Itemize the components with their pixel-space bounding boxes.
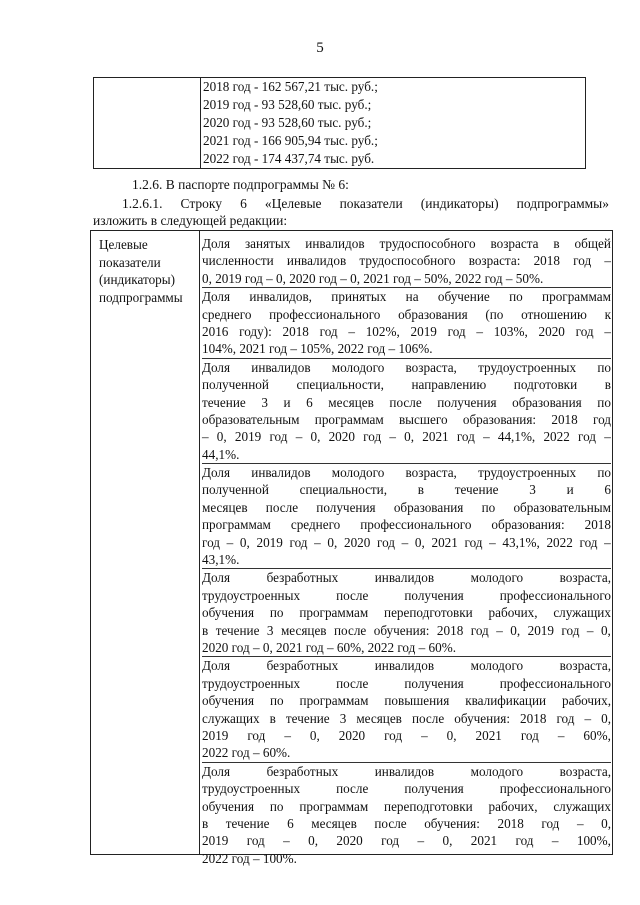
word: –: [314, 534, 321, 550]
word: молодого: [470, 763, 524, 779]
word: получения: [316, 499, 376, 515]
header-line: Целевые: [99, 237, 148, 252]
word: 2019: [202, 727, 229, 743]
word: образования:: [462, 411, 537, 427]
word: служащих: [553, 798, 611, 814]
word: 0,: [327, 534, 338, 550]
word: квалификации: [465, 693, 547, 709]
word: отношению: [521, 306, 587, 322]
word: –: [584, 710, 592, 726]
indicator-line: [202, 394, 611, 411]
word: –: [348, 323, 355, 339]
header-line: показатели: [99, 254, 161, 270]
indicator-line: 104%, 2021 год – 105%, 2022 год – 106%.: [202, 341, 433, 357]
word: –: [389, 429, 396, 445]
word: инвалидов: [305, 236, 365, 251]
word: инвалидов: [251, 465, 311, 481]
indicator-line: [202, 692, 611, 709]
indicators-content-cell: [202, 235, 611, 867]
word: год: [573, 253, 592, 269]
word: 102%,: [365, 323, 400, 339]
word: служащих: [553, 605, 611, 621]
word: в: [604, 377, 611, 393]
word: по: [269, 693, 284, 709]
word: возраста: [490, 236, 539, 251]
indicator-line: [202, 323, 611, 340]
header-line: (индикаторы): [99, 272, 176, 288]
word: 2018: [497, 815, 524, 831]
word: 2018: [436, 622, 464, 638]
word: обучения: [202, 605, 255, 621]
word: образования:: [491, 517, 565, 533]
word: месяцев: [280, 622, 327, 638]
word: программам: [299, 605, 369, 621]
indicator-entry: [202, 569, 611, 657]
word: на: [405, 289, 419, 305]
word: 60%,: [583, 727, 611, 743]
word: по: [597, 359, 611, 375]
word: 2019: [202, 833, 229, 849]
word: месяцев: [311, 815, 357, 831]
word: специальности,: [299, 482, 388, 498]
word: 3: [339, 710, 347, 726]
word: 2018: [551, 411, 578, 427]
indicator-line: [202, 534, 611, 551]
word: 100%,: [576, 833, 611, 849]
word: профессионального: [499, 781, 611, 797]
word: 2021: [431, 534, 458, 550]
word: 0,: [446, 727, 457, 743]
word: возраста,: [405, 465, 457, 481]
word: 0,: [601, 710, 611, 726]
word: инвалидов: [374, 763, 435, 779]
word: –: [421, 727, 428, 743]
funding-table: [93, 77, 586, 169]
word: обучения: [202, 798, 255, 814]
word: (по: [485, 306, 504, 322]
word: год: [561, 622, 580, 638]
word: инвалидов: [251, 359, 311, 375]
word: –: [604, 323, 611, 339]
word: год: [319, 323, 338, 339]
word: 2019: [256, 534, 283, 550]
word: месяцев: [356, 710, 402, 726]
indicator-entry: [202, 763, 611, 867]
indicator-line: [202, 763, 611, 780]
word: 3: [266, 622, 274, 638]
word: после: [374, 815, 407, 831]
word: среднего: [290, 517, 341, 533]
word: 0,: [414, 534, 425, 550]
word: год: [363, 429, 382, 445]
indicator-entry: [202, 359, 611, 464]
word: –: [417, 833, 425, 849]
word: 0,: [404, 429, 415, 445]
word: –: [401, 534, 409, 550]
funding-line: 2021 год - 166 905,94 тыс. руб.;: [203, 133, 378, 148]
word: безработных: [266, 763, 339, 779]
indicator-line: [202, 411, 611, 428]
word: течение: [454, 482, 499, 498]
word: год: [247, 727, 266, 743]
word: –: [284, 727, 291, 743]
indicator-line: [202, 780, 611, 797]
word: 2021: [475, 727, 502, 743]
word: 2021: [422, 429, 449, 445]
word: обучения:: [454, 710, 510, 726]
word: течение: [215, 622, 260, 638]
word: 2020: [328, 429, 355, 445]
word: 103%,: [493, 323, 528, 339]
word: год: [246, 833, 265, 849]
word: образования: [512, 394, 582, 410]
word: по: [597, 465, 611, 481]
indicator-line: [202, 516, 611, 533]
word: 6: [287, 815, 294, 831]
word: общей: [574, 236, 611, 251]
word: программам: [299, 693, 369, 709]
word: год: [579, 534, 598, 550]
word: программам: [542, 289, 611, 305]
word: трудоустроенных: [202, 587, 301, 603]
word: по: [509, 289, 523, 305]
word: 0,: [308, 833, 318, 849]
word: безработных: [266, 658, 339, 674]
indicator-line: [202, 832, 611, 849]
word: трудоустроенных: [202, 675, 301, 691]
word: служащих: [202, 710, 260, 726]
indicator-line: 44,1%.: [202, 446, 240, 462]
word: молодого: [331, 359, 385, 375]
word: 2019: [410, 323, 437, 339]
indicator-line: 2022 год – 60%.: [202, 745, 291, 761]
word: год: [541, 815, 560, 831]
word: год: [578, 429, 597, 445]
word: 2021: [470, 833, 498, 849]
word: молодого: [331, 465, 385, 481]
word: по: [269, 798, 284, 814]
word: после: [336, 781, 369, 797]
indicator-entry: [202, 657, 611, 762]
word: –: [586, 622, 594, 638]
word: 0,: [309, 727, 320, 743]
paragraph-1-2-6: 1.2.6. В паспорте подпрограммы № 6:: [132, 177, 349, 192]
word: образования: [393, 499, 464, 515]
word: образования: [398, 306, 468, 322]
word: 2018: [282, 323, 309, 339]
word: переподготовки: [384, 605, 473, 621]
funding-line: 2019 год - 93 528,60 тыс. руб.;: [203, 97, 372, 112]
indicator-line: 2020 год – 0, 2021 год – 60%, 2022 год – 60%.: [202, 639, 457, 655]
indicator-line: [202, 604, 611, 621]
word: обучения:: [424, 815, 480, 831]
indicator-line: [202, 815, 611, 832]
word: –: [604, 253, 611, 269]
word: в: [269, 710, 276, 726]
word: год: [269, 429, 288, 445]
word: трудоустроенных: [202, 781, 301, 797]
word: по: [481, 499, 496, 515]
word: 2018: [533, 253, 560, 269]
indicators-table: [90, 230, 613, 866]
word: году):: [239, 323, 272, 339]
word: 0,: [239, 534, 250, 550]
word: полученной: [202, 377, 269, 393]
word: к: [604, 306, 611, 322]
word: инвалидов: [286, 253, 347, 269]
word: в: [202, 622, 209, 638]
indicator-entry: [202, 235, 611, 288]
word: год: [575, 323, 594, 339]
word: «Целевые: [264, 196, 322, 211]
word: трудоустроенных: [478, 359, 577, 375]
table-column-divider: [199, 231, 200, 854]
word: трудоустроенных: [478, 465, 577, 481]
word: получения: [437, 394, 497, 410]
word: год: [464, 534, 483, 550]
indicator-line: [202, 569, 611, 586]
word: профессионального: [269, 306, 381, 322]
indicator-line: 2022 год – 100%.: [202, 850, 297, 866]
word: (индикаторы): [420, 196, 499, 211]
word: полученной: [202, 482, 269, 498]
word: инвалидов: [374, 658, 435, 674]
word: получения: [404, 675, 464, 691]
indicator-line: [202, 587, 611, 604]
word: –: [283, 833, 290, 849]
indicator-line: [202, 359, 611, 376]
word: Доля: [202, 289, 231, 305]
word: 0,: [600, 622, 611, 638]
word: профессионального: [499, 675, 611, 691]
word: 2020: [538, 323, 565, 339]
word: 2020: [336, 833, 363, 849]
word: 2019: [234, 429, 262, 445]
word: инвалидов: [374, 570, 435, 586]
word: в: [202, 815, 209, 831]
indicator-line: [202, 288, 611, 305]
word: рабочих,: [562, 693, 611, 709]
word: Доля: [202, 465, 231, 481]
word: профессионального: [499, 587, 611, 603]
word: 2016: [202, 323, 229, 339]
word: среднего: [202, 306, 252, 322]
paragraph-1-2-6-1: [122, 196, 609, 212]
word: после: [389, 394, 422, 410]
word: –: [476, 323, 483, 339]
word: –: [557, 727, 565, 743]
word: течение: [202, 394, 246, 410]
word: принятых: [331, 289, 387, 305]
word: год: [520, 727, 539, 743]
word: после: [336, 587, 369, 603]
word: 0,: [601, 815, 611, 831]
word: направлению: [411, 377, 487, 393]
word: –: [489, 534, 496, 550]
funding-line: 2020 год - 93 528,60 тыс. руб.;: [203, 115, 372, 130]
word: 2018: [584, 517, 611, 533]
indicator-line: [202, 675, 611, 692]
word: и: [283, 394, 291, 410]
word: Доля: [202, 570, 231, 586]
word: трудоспособного: [379, 236, 476, 251]
word: высшего: [398, 411, 448, 427]
word: месяцев: [328, 394, 374, 410]
word: численности: [202, 253, 274, 269]
word: рабочих,: [488, 605, 538, 621]
word: Доля: [202, 763, 231, 779]
word: возраста:: [468, 253, 521, 269]
word: безработных: [266, 570, 339, 586]
word: после: [336, 675, 369, 691]
word: обучения:: [373, 622, 430, 638]
word: год: [384, 727, 403, 743]
word: образовательным: [202, 411, 300, 427]
word: 3: [261, 394, 268, 410]
funding-line: 2022 год - 174 437,74 тыс. руб.: [203, 151, 375, 166]
word: 6: [604, 482, 611, 498]
indicator-line: [202, 710, 611, 727]
word: возраста,: [559, 570, 611, 586]
word: после: [411, 710, 445, 726]
word: 2020: [338, 727, 366, 743]
funding-table-label-cell: [94, 78, 201, 169]
word: возраста,: [559, 658, 611, 674]
indicator-line: [202, 306, 611, 323]
indicator-line: [202, 622, 611, 639]
indicator-line: [202, 657, 611, 674]
word: –: [226, 534, 234, 550]
word: показатели: [339, 196, 403, 211]
word: обучение: [437, 289, 490, 305]
word: течение: [225, 815, 270, 831]
word: Строку: [180, 196, 223, 211]
indicator-line: 0, 2019 год – 0, 2020 год – 0, 2021 год – 50%, 2022 год – 50%.: [202, 270, 544, 286]
word: по: [269, 605, 284, 621]
word: получения: [404, 587, 464, 603]
word: профессионального: [360, 517, 472, 533]
word: 2018: [520, 710, 547, 726]
word: 2020: [343, 534, 371, 550]
word: трудоспособного: [359, 253, 456, 269]
word: 0,: [510, 622, 521, 638]
word: переподготовки: [384, 798, 473, 814]
word: подпрограммы»: [516, 196, 609, 211]
word: 1.2.6.1.: [122, 196, 163, 211]
word: –: [202, 429, 209, 445]
word: –: [295, 429, 303, 445]
word: рабочих,: [488, 798, 538, 814]
indicator-line: [202, 798, 611, 815]
page-number: 5: [316, 40, 324, 56]
word: Доля: [202, 359, 231, 375]
word: год: [447, 323, 466, 339]
word: по: [597, 394, 611, 410]
indicator-line: [202, 428, 611, 445]
word: год: [556, 710, 575, 726]
word: возраста,: [559, 763, 611, 779]
word: –: [604, 534, 611, 550]
word: –: [551, 833, 559, 849]
word: год: [470, 622, 489, 638]
word: 3: [529, 482, 536, 498]
indicator-line: [202, 499, 611, 516]
indicator-line: [202, 252, 611, 269]
word: 6: [240, 196, 247, 211]
funding-table-values-cell: [201, 78, 586, 169]
word: год: [289, 534, 308, 550]
word: год: [515, 833, 534, 849]
word: год: [381, 833, 400, 849]
word: специальности,: [296, 377, 384, 393]
indicator-entry: [202, 464, 611, 569]
word: в: [553, 236, 560, 251]
word: занятых: [244, 236, 291, 251]
indicator-line: [202, 464, 611, 481]
word: возраста,: [405, 359, 457, 375]
word: 44,1%,: [497, 429, 536, 445]
word: –: [483, 429, 490, 445]
word: после: [265, 499, 299, 515]
word: Доля: [202, 236, 231, 251]
word: 0,: [442, 833, 453, 849]
word: –: [576, 815, 584, 831]
word: год: [202, 534, 221, 550]
funding-line: 2018 год - 162 567,21 тыс. руб.;: [203, 79, 378, 94]
word: 6: [306, 394, 313, 410]
word: программам: [299, 798, 369, 814]
word: 2022: [546, 534, 573, 550]
word: молодого: [470, 570, 524, 586]
word: программам: [314, 411, 384, 427]
word: после: [333, 622, 367, 638]
word: –: [496, 622, 503, 638]
word: программам: [202, 517, 271, 533]
paragraph-continuation: изложить в следующей редакции:: [93, 213, 288, 228]
word: инвалидов,: [249, 289, 312, 305]
word: 0,: [310, 429, 321, 445]
word: 43,1%,: [502, 534, 540, 550]
indicator-line: [202, 727, 611, 744]
word: повышения: [384, 693, 450, 709]
word: обучения: [202, 693, 255, 709]
word: получения: [404, 781, 464, 797]
word: 0,: [216, 429, 227, 445]
header-line: подпрограммы: [99, 289, 183, 305]
indicator-entry: [202, 288, 611, 359]
word: –: [604, 429, 611, 445]
word: течение: [285, 710, 330, 726]
word: 2019: [527, 622, 554, 638]
indicator-line: 43,1%.: [202, 552, 240, 568]
word: 2022: [543, 429, 570, 445]
word: год: [456, 429, 475, 445]
word: подготовки: [513, 377, 578, 393]
word: год: [377, 534, 396, 550]
word: месяцев: [202, 499, 248, 515]
indicator-line: [202, 235, 611, 252]
word: молодого: [470, 658, 524, 674]
indicators-header-cell: [99, 236, 199, 306]
word: образовательным: [513, 499, 611, 515]
word: и: [566, 482, 574, 498]
indicator-line: [202, 376, 611, 393]
word: год: [592, 411, 611, 427]
indicator-line: [202, 481, 611, 498]
word: Доля: [202, 658, 231, 674]
word: в: [417, 482, 425, 498]
